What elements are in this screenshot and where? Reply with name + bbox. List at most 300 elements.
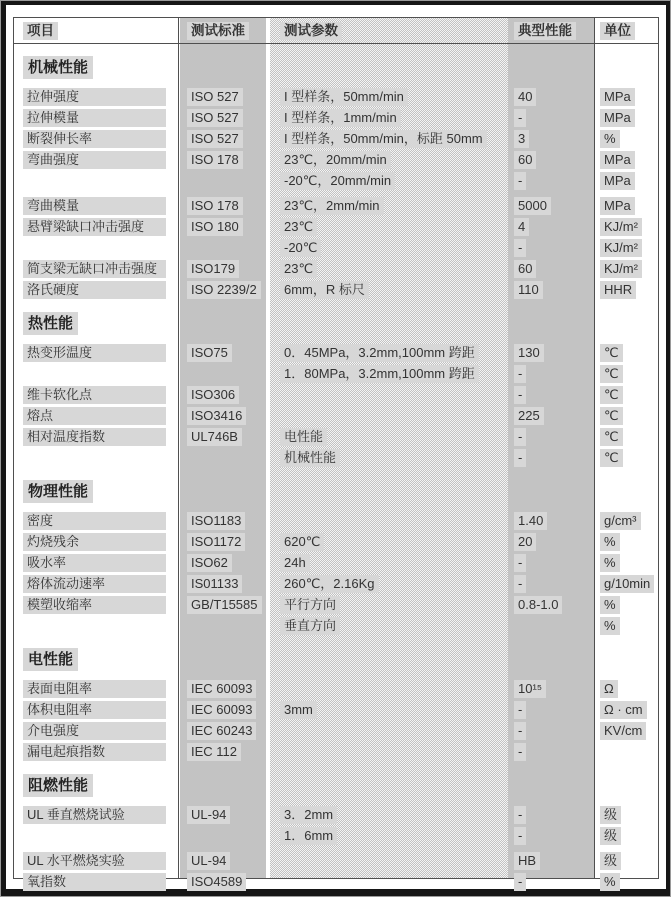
cell-standard bbox=[179, 852, 270, 870]
cell-item bbox=[14, 109, 179, 127]
item-text: 悬臂梁缺口冲击强度 bbox=[23, 218, 166, 236]
unit-text: ℃ bbox=[600, 407, 623, 425]
item-text: 维卡软化点 bbox=[23, 386, 166, 404]
item-text: 洛氏硬度 bbox=[23, 281, 166, 299]
cell-standard bbox=[179, 386, 270, 404]
cell-standard bbox=[179, 130, 270, 148]
value-text: - bbox=[514, 827, 526, 845]
standard-text: ISO4589 bbox=[187, 873, 246, 891]
standard-text: ISO 527 bbox=[187, 130, 243, 148]
cell-standard bbox=[179, 680, 270, 698]
value-text: 130 bbox=[514, 344, 544, 362]
item-text: 模塑收缩率 bbox=[23, 596, 166, 614]
cell-unit bbox=[594, 596, 658, 614]
param-text: 3mm bbox=[280, 701, 317, 719]
cell-param bbox=[270, 428, 508, 446]
section-title-row bbox=[14, 636, 658, 678]
table-row bbox=[14, 128, 658, 149]
cell-unit bbox=[594, 827, 658, 845]
table-row bbox=[14, 237, 658, 258]
cell-item bbox=[14, 722, 179, 740]
cell-standard bbox=[179, 197, 270, 215]
cell-value bbox=[508, 88, 594, 106]
cell-item bbox=[14, 428, 179, 446]
table-row bbox=[14, 678, 658, 699]
standard-text: IEC 60243 bbox=[187, 722, 256, 740]
table-row bbox=[14, 594, 658, 615]
cell-standard bbox=[179, 407, 270, 425]
cell-value bbox=[508, 218, 594, 236]
cell-param bbox=[270, 827, 508, 845]
unit-text: KJ/m² bbox=[600, 239, 642, 257]
cell-value bbox=[508, 575, 594, 593]
item-text: 吸水率 bbox=[23, 554, 166, 572]
cell-value bbox=[508, 680, 594, 698]
table-row bbox=[14, 804, 658, 825]
cell-value bbox=[508, 239, 594, 257]
cell-value bbox=[508, 344, 594, 362]
item-text: 灼烧残余 bbox=[23, 533, 166, 551]
param-text: 1．80MPa，3.2mm,100mm 跨距 bbox=[280, 365, 479, 383]
cell-unit bbox=[594, 806, 658, 824]
unit-text: % bbox=[600, 617, 620, 635]
item-text: 弯曲强度 bbox=[23, 151, 166, 169]
param-text: I 型样条，50mm/min bbox=[280, 88, 408, 106]
table-row bbox=[14, 195, 658, 216]
unit-text: % bbox=[600, 130, 620, 148]
unit-text: Ω bbox=[600, 680, 618, 698]
item-text: 体积电阻率 bbox=[23, 701, 166, 719]
standard-text: UL-94 bbox=[187, 852, 230, 870]
cell-value bbox=[508, 596, 594, 614]
cell-value bbox=[508, 197, 594, 215]
cell-value bbox=[508, 722, 594, 740]
unit-text: HHR bbox=[600, 281, 636, 299]
standard-text: ISO 178 bbox=[187, 151, 243, 169]
value-text: 20 bbox=[514, 533, 536, 551]
cell-item bbox=[14, 596, 179, 614]
table-row bbox=[14, 741, 658, 762]
cell-value bbox=[508, 827, 594, 845]
cell-value bbox=[508, 365, 594, 383]
cell-value bbox=[508, 281, 594, 299]
value-text: 40 bbox=[514, 88, 536, 106]
param-text: 24h bbox=[280, 554, 310, 572]
cell-unit bbox=[594, 260, 658, 278]
value-text: HB bbox=[514, 852, 540, 870]
unit-text: Ω · cm bbox=[600, 701, 647, 719]
table-row bbox=[14, 363, 658, 384]
cell-item bbox=[14, 218, 179, 236]
cell-item bbox=[14, 386, 179, 404]
cell-unit bbox=[594, 617, 658, 635]
cell-value bbox=[508, 407, 594, 425]
value-text: 0.8-1.0 bbox=[514, 596, 562, 614]
cell-param bbox=[270, 575, 508, 593]
value-text: - bbox=[514, 575, 526, 593]
cell-param bbox=[270, 344, 508, 362]
item-text: UL 垂直燃烧试验 bbox=[23, 806, 166, 824]
param-text: 23℃，2mm/min bbox=[280, 197, 384, 215]
item-text: 简支梁无缺口冲击强度 bbox=[23, 260, 166, 278]
value-text: - bbox=[514, 722, 526, 740]
cell-value bbox=[508, 806, 594, 824]
cell-value bbox=[508, 554, 594, 572]
cell-value bbox=[508, 109, 594, 127]
table-row bbox=[14, 107, 658, 128]
cell-standard bbox=[179, 218, 270, 236]
table-row bbox=[14, 149, 658, 170]
standard-text: ISO3416 bbox=[187, 407, 246, 425]
cell-item bbox=[14, 806, 179, 824]
item-text: 介电强度 bbox=[23, 722, 166, 740]
cell-param bbox=[270, 130, 508, 148]
param-text: 6mm，R 标尺 bbox=[280, 281, 369, 299]
cell-unit bbox=[594, 722, 658, 740]
param-text: 260℃，2.16Kg bbox=[280, 575, 379, 593]
cell-unit bbox=[594, 873, 658, 891]
cell-unit bbox=[594, 365, 658, 383]
cell-standard bbox=[179, 260, 270, 278]
cell-standard bbox=[179, 575, 270, 593]
table-body bbox=[14, 44, 658, 892]
item-text: 相对温度指数 bbox=[23, 428, 166, 446]
standard-text: ISO62 bbox=[187, 554, 232, 572]
standard-text: ISO 527 bbox=[187, 88, 243, 106]
cell-param bbox=[270, 109, 508, 127]
table-row bbox=[14, 405, 658, 426]
param-text: I 型样条，50mm/min，标距 50mm bbox=[280, 130, 487, 148]
cell-item bbox=[14, 512, 179, 530]
section-title-row bbox=[14, 762, 658, 804]
cell-value bbox=[508, 533, 594, 551]
cell-item bbox=[14, 743, 179, 761]
table-row bbox=[14, 216, 658, 237]
column-header-param bbox=[270, 22, 508, 40]
unit-text: MPa bbox=[600, 197, 635, 215]
unit-text: % bbox=[600, 873, 620, 891]
unit-text: KJ/m² bbox=[600, 260, 642, 278]
cell-param bbox=[270, 88, 508, 106]
cell-unit bbox=[594, 428, 658, 446]
table-row bbox=[14, 871, 658, 892]
cell-param bbox=[270, 596, 508, 614]
value-text: - bbox=[514, 806, 526, 824]
cell-item bbox=[14, 260, 179, 278]
item-text: 拉伸模量 bbox=[23, 109, 166, 127]
standard-text: UL-94 bbox=[187, 806, 230, 824]
table-row bbox=[14, 699, 658, 720]
cell-standard bbox=[179, 806, 270, 824]
standard-text: ISO 2239/2 bbox=[187, 281, 261, 299]
value-text: - bbox=[514, 701, 526, 719]
cell-unit bbox=[594, 344, 658, 362]
cell-item bbox=[14, 130, 179, 148]
param-text: 电性能 bbox=[280, 428, 327, 446]
section-title: 阻燃性能 bbox=[23, 774, 93, 797]
section-title-row bbox=[14, 468, 658, 510]
cell-standard bbox=[179, 344, 270, 362]
table-row bbox=[14, 531, 658, 552]
unit-text: MPa bbox=[600, 172, 635, 190]
value-text: - bbox=[514, 554, 526, 572]
cell-param bbox=[270, 151, 508, 169]
cell-value bbox=[508, 873, 594, 891]
standard-text: IEC 60093 bbox=[187, 701, 256, 719]
standard-text: ISO1172 bbox=[187, 533, 245, 551]
table-row bbox=[14, 426, 658, 447]
section-title: 热性能 bbox=[23, 312, 78, 335]
cell-param bbox=[270, 260, 508, 278]
value-text: 225 bbox=[514, 407, 544, 425]
item-text: 漏电起痕指数 bbox=[23, 743, 166, 761]
cell-unit bbox=[594, 281, 658, 299]
item-text: 熔体流动速率 bbox=[23, 575, 166, 593]
cell-value bbox=[508, 743, 594, 761]
table-row bbox=[14, 825, 658, 846]
unit-text: ℃ bbox=[600, 386, 623, 404]
value-text: 60 bbox=[514, 151, 536, 169]
cell-item bbox=[14, 88, 179, 106]
value-text: 4 bbox=[514, 218, 529, 236]
unit-text: ℃ bbox=[600, 449, 623, 467]
cell-value bbox=[508, 701, 594, 719]
standard-text: ISO179 bbox=[187, 260, 239, 278]
unit-text: MPa bbox=[600, 109, 635, 127]
value-text: 110 bbox=[514, 281, 543, 299]
value-text: - bbox=[514, 172, 526, 190]
table-row bbox=[14, 850, 658, 871]
unit-text: KJ/m² bbox=[600, 218, 642, 236]
cell-unit bbox=[594, 533, 658, 551]
table-row bbox=[14, 447, 658, 468]
value-text: - bbox=[514, 428, 526, 446]
cell-item bbox=[14, 151, 179, 169]
cell-item bbox=[14, 533, 179, 551]
unit-text: 级 bbox=[600, 806, 621, 824]
cell-param bbox=[270, 554, 508, 572]
param-text: 3．2mm bbox=[280, 806, 337, 824]
standard-text: ISO75 bbox=[187, 344, 232, 362]
cell-param bbox=[270, 806, 508, 824]
unit-text: % bbox=[600, 554, 620, 572]
cell-standard bbox=[179, 873, 270, 891]
param-text: 23℃ bbox=[280, 260, 317, 278]
cell-unit bbox=[594, 130, 658, 148]
param-text: -20℃ bbox=[280, 239, 321, 257]
cell-param bbox=[270, 701, 508, 719]
cell-standard bbox=[179, 596, 270, 614]
cell-item bbox=[14, 575, 179, 593]
value-text: - bbox=[514, 109, 526, 127]
cell-unit bbox=[594, 88, 658, 106]
param-text: I 型样条，1mm/min bbox=[280, 109, 401, 127]
param-text: 23℃，20mm/min bbox=[280, 151, 391, 169]
unit-text: KV/cm bbox=[600, 722, 646, 740]
cell-param bbox=[270, 449, 508, 467]
column-header-item bbox=[14, 22, 179, 40]
item-text: 拉伸强度 bbox=[23, 88, 166, 106]
table-row bbox=[14, 720, 658, 741]
standard-text: IS01133 bbox=[187, 575, 242, 593]
unit-text: ℃ bbox=[600, 344, 623, 362]
section-title: 机械性能 bbox=[23, 56, 93, 79]
cell-standard bbox=[179, 533, 270, 551]
value-text: 1.40 bbox=[514, 512, 547, 530]
param-text: -20℃，20mm/min bbox=[280, 172, 395, 190]
table-row bbox=[14, 552, 658, 573]
param-text: 机械性能 bbox=[280, 449, 340, 467]
cell-standard bbox=[179, 722, 270, 740]
standard-text: ISO 180 bbox=[187, 218, 243, 236]
table-row bbox=[14, 573, 658, 594]
cell-item bbox=[14, 407, 179, 425]
unit-text: MPa bbox=[600, 88, 635, 106]
datasheet-table bbox=[13, 17, 659, 889]
cell-unit bbox=[594, 852, 658, 870]
column-header-value-label: 典型性能 bbox=[514, 22, 576, 40]
cell-item bbox=[14, 197, 179, 215]
cell-standard bbox=[179, 554, 270, 572]
item-text: 氧指数 bbox=[23, 873, 166, 891]
table-row bbox=[14, 86, 658, 107]
column-header-value bbox=[508, 22, 594, 40]
unit-text: % bbox=[600, 596, 620, 614]
value-text: - bbox=[514, 743, 526, 761]
standard-text: ISO 527 bbox=[187, 109, 243, 127]
column-header-item-label: 项目 bbox=[23, 22, 58, 40]
cell-param bbox=[270, 197, 508, 215]
unit-text: ℃ bbox=[600, 428, 623, 446]
cell-value bbox=[508, 512, 594, 530]
cell-value bbox=[508, 852, 594, 870]
item-text: 弯曲模量 bbox=[23, 197, 166, 215]
section-title-row bbox=[14, 44, 658, 86]
table-header bbox=[14, 18, 658, 44]
cell-standard bbox=[179, 701, 270, 719]
cell-standard bbox=[179, 109, 270, 127]
param-text: 平行方向 bbox=[280, 596, 340, 614]
value-text: - bbox=[514, 386, 526, 404]
cell-item bbox=[14, 680, 179, 698]
table-row bbox=[14, 170, 658, 191]
cell-param bbox=[270, 281, 508, 299]
standard-text: ISO1183 bbox=[187, 512, 245, 530]
section-title: 物理性能 bbox=[23, 480, 93, 503]
cell-value bbox=[508, 428, 594, 446]
cell-unit bbox=[594, 407, 658, 425]
cell-item bbox=[14, 701, 179, 719]
table-row bbox=[14, 279, 658, 300]
table-row bbox=[14, 258, 658, 279]
cell-standard bbox=[179, 512, 270, 530]
param-text: 23℃ bbox=[280, 218, 317, 236]
cell-standard bbox=[179, 281, 270, 299]
cell-unit bbox=[594, 449, 658, 467]
table-row bbox=[14, 510, 658, 531]
column-header-param-label: 测试参数 bbox=[280, 22, 342, 40]
param-text: 0．45MPa，3.2mm,100mm 跨距 bbox=[280, 344, 479, 362]
cell-unit bbox=[594, 575, 658, 593]
value-text: - bbox=[514, 449, 526, 467]
standard-text: IEC 112 bbox=[187, 743, 241, 761]
unit-text: ℃ bbox=[600, 365, 623, 383]
cell-unit bbox=[594, 554, 658, 572]
unit-text: MPa bbox=[600, 151, 635, 169]
cell-unit bbox=[594, 197, 658, 215]
cell-unit bbox=[594, 701, 658, 719]
item-text: 热变形温度 bbox=[23, 344, 166, 362]
unit-text: % bbox=[600, 533, 620, 551]
section-title-row bbox=[14, 300, 658, 342]
unit-text: 级 bbox=[600, 827, 621, 845]
standard-text: ISO306 bbox=[187, 386, 239, 404]
cell-param bbox=[270, 239, 508, 257]
section-title: 电性能 bbox=[23, 648, 78, 671]
cell-standard bbox=[179, 743, 270, 761]
table-row bbox=[14, 384, 658, 405]
cell-param bbox=[270, 533, 508, 551]
cell-value bbox=[508, 449, 594, 467]
cell-value bbox=[508, 260, 594, 278]
cell-item bbox=[14, 281, 179, 299]
cell-unit bbox=[594, 680, 658, 698]
column-header-standard-label: 测试标准 bbox=[187, 22, 249, 40]
standard-text: ISO 178 bbox=[187, 197, 243, 215]
cell-standard bbox=[179, 428, 270, 446]
cell-value bbox=[508, 151, 594, 169]
item-text: 表面电阻率 bbox=[23, 680, 166, 698]
cell-param bbox=[270, 365, 508, 383]
cell-unit bbox=[594, 218, 658, 236]
param-text: 垂直方向 bbox=[280, 617, 340, 635]
cell-item bbox=[14, 852, 179, 870]
table-row bbox=[14, 342, 658, 363]
item-text: 熔点 bbox=[23, 407, 166, 425]
unit-text: g/10min bbox=[600, 575, 654, 593]
cell-unit bbox=[594, 239, 658, 257]
cell-unit bbox=[594, 172, 658, 190]
column-header-standard bbox=[179, 22, 270, 40]
value-text: - bbox=[514, 873, 526, 891]
cell-item bbox=[14, 873, 179, 891]
value-text: 10¹⁵ bbox=[514, 680, 546, 698]
cell-param bbox=[270, 617, 508, 635]
cell-standard bbox=[179, 88, 270, 106]
standard-text: IEC 60093 bbox=[187, 680, 256, 698]
cell-value bbox=[508, 172, 594, 190]
cell-param bbox=[270, 218, 508, 236]
unit-text: g/cm³ bbox=[600, 512, 641, 530]
cell-unit bbox=[594, 109, 658, 127]
column-header-unit bbox=[594, 22, 658, 40]
cell-unit bbox=[594, 151, 658, 169]
standard-text: UL746B bbox=[187, 428, 242, 446]
cell-item bbox=[14, 554, 179, 572]
column-header-unit-label: 单位 bbox=[600, 22, 635, 40]
item-text: 断裂伸长率 bbox=[23, 130, 166, 148]
param-text: 620℃ bbox=[280, 533, 324, 551]
value-text: - bbox=[514, 365, 526, 383]
param-text: 1．6mm bbox=[280, 827, 337, 845]
table-row bbox=[14, 615, 658, 636]
standard-text: GB/T15585 bbox=[187, 596, 262, 614]
cell-standard bbox=[179, 151, 270, 169]
item-text: UL 水平燃烧实验 bbox=[23, 852, 166, 870]
cell-unit bbox=[594, 512, 658, 530]
value-text: 3 bbox=[514, 130, 529, 148]
cell-unit bbox=[594, 386, 658, 404]
